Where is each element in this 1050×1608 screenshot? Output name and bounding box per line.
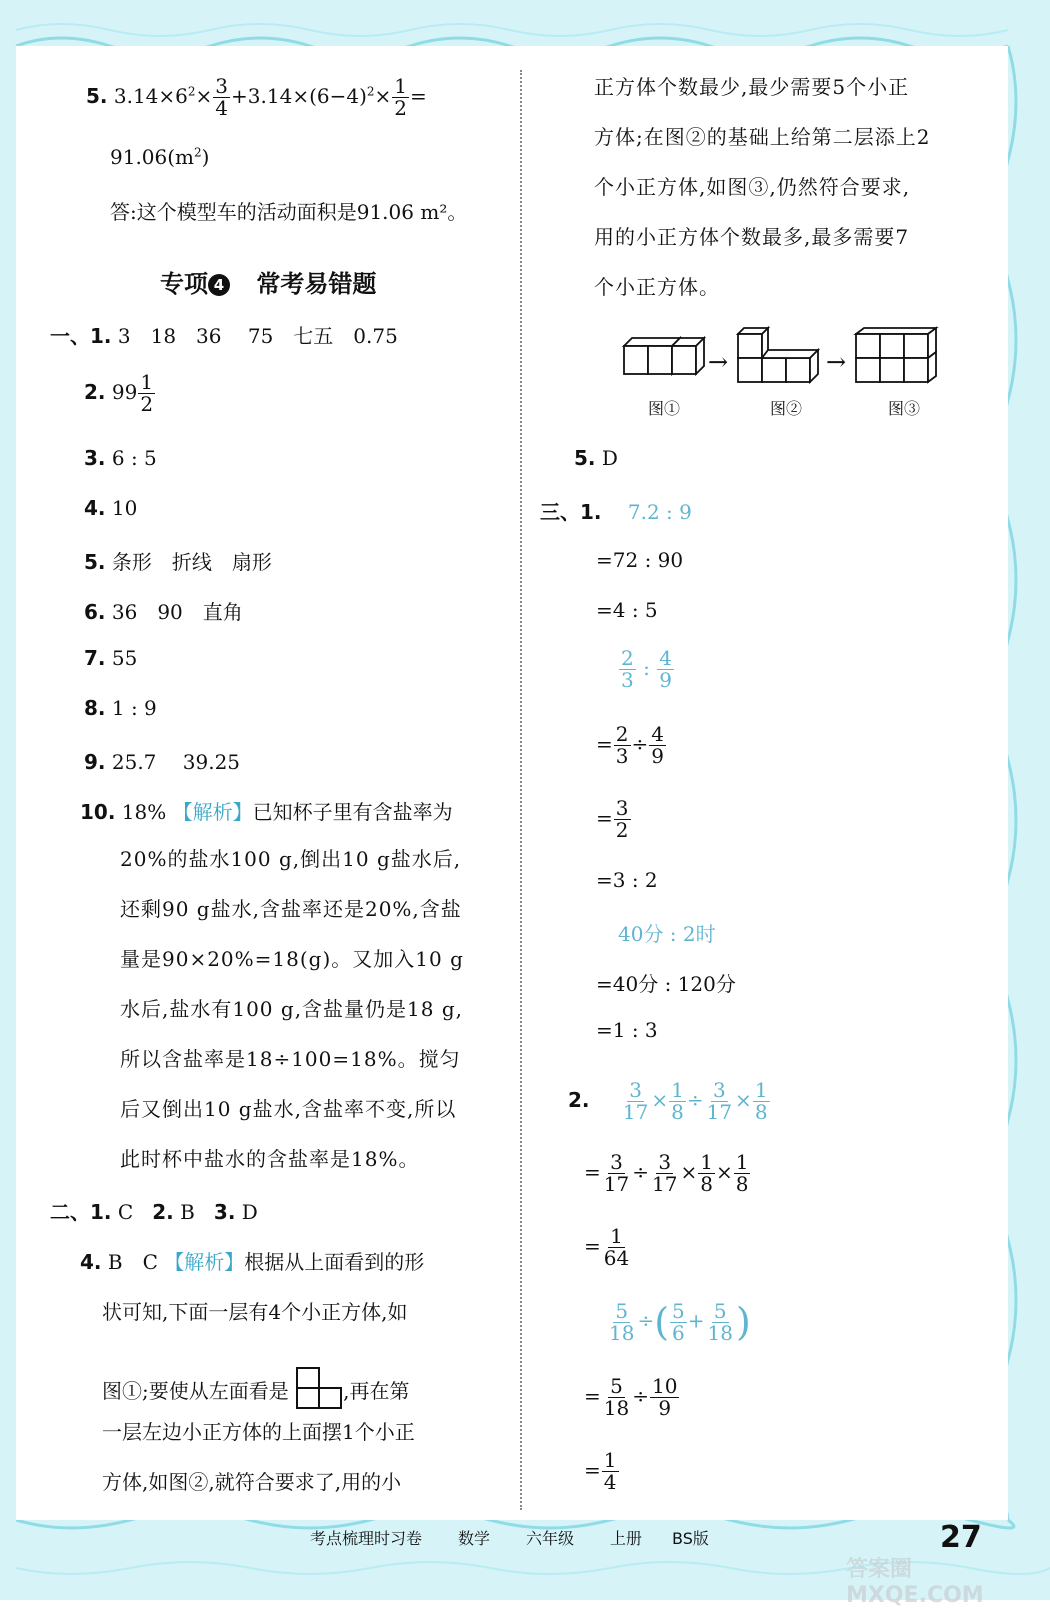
q9-answer: 25.7 39.25 [111,750,241,774]
s1-q1-answer: 3 18 36 75 七五 0.75 [117,324,398,348]
section-heading [160,264,376,299]
f-frac3 [706,1298,735,1345]
right-line1: 正方体个数最少,最少需要5个小正 [594,75,910,99]
page-number: 27 [940,1520,982,1555]
e-frac4 [753,1080,770,1123]
b-frac2 [657,648,674,691]
b-final: =3 : 2 [596,868,658,892]
s2-l3: 3. [213,1200,236,1224]
s1-label: 一、1. [50,324,112,348]
e-frac1 [621,1080,650,1123]
e-frac3 [705,1080,734,1123]
f-frac2 [670,1298,687,1345]
b-d2: 9 [659,668,672,692]
e-step1-f3 [698,1152,715,1195]
s2-answers [50,1196,258,1225]
f-n1: 5 [615,1298,629,1323]
cube-figures [620,326,960,390]
b-step1-n1: 2 [615,722,629,746]
b-res-n: 3 [615,796,629,820]
q2-label: 2. [84,380,106,404]
b-problem [618,648,675,691]
f-step1-d1: 18 [603,1396,630,1420]
e-step1-d4: 8 [735,1172,749,1196]
e-step1-times2: × [715,1160,733,1184]
fig1-caption: 图① [648,399,681,418]
q10-label: 10. [80,800,116,824]
b-res-d: 2 [615,818,629,842]
e-d4: 8 [754,1100,768,1124]
footer-book: 考点梳理时习卷 [310,1529,423,1548]
c-line2: =40分 : 120分 [596,972,736,996]
q10-line1: 已知杯子里有含盐率为 [252,800,453,824]
c-line1: 40分 : 2时 [618,922,716,946]
q2-row [568,1080,771,1123]
f-result-frac [602,1450,619,1493]
f-step1-div: ÷ [632,1384,649,1408]
f-rparen: ) [736,1300,751,1344]
heading-prefix: 专项 [160,270,208,298]
e-step1-n3: 1 [700,1150,713,1174]
e-step1-f1 [602,1152,631,1195]
f-frac1 [607,1298,636,1345]
e-d3: 17 [706,1100,733,1124]
e-d2: 8 [671,1100,684,1124]
q5-answer: 答:这个模型车的活动面积是91.06 m²。 [110,200,468,224]
b-step1-eq: = [596,732,613,756]
right-line3: 个小正方体,如图③,仍然符合要求, [594,175,911,199]
right-q5-label: 5. [574,446,596,470]
c-line3: =1 : 3 [596,1018,658,1042]
column-divider [520,70,522,1510]
q4b-answer: B C [107,1250,158,1274]
b-step2-eq: = [596,806,613,830]
e-step1-d1: 17 [603,1172,630,1196]
b-n1: 2 [621,646,634,670]
e-result-eq: = [584,1234,601,1258]
right-explanation [594,62,930,312]
q8-label: 8. [84,696,106,720]
f-lparen: ( [654,1300,670,1344]
q5-mid: +3.14×(6−4) [231,84,367,108]
footer-volume: 上册 [610,1529,643,1548]
b-step1-d1: 3 [615,744,629,768]
f-step1 [584,1376,680,1419]
e-step1-f2 [650,1152,679,1195]
e-step1-d3: 8 [700,1172,713,1196]
b-step1 [596,724,667,767]
right-line5: 个小正方体。 [594,275,720,299]
q4b-line2: 状可知,下面一层有4个小正方体,如 [102,1300,408,1324]
f-step1-n2: 10 [651,1374,678,1398]
s1-q1 [50,320,398,349]
e-step1-eq: = [584,1160,601,1184]
b-step2 [596,798,632,841]
f-step1-f2 [650,1376,679,1419]
q2-whole: 99 [111,380,138,404]
q3-answer: 6 : 5 [111,446,157,470]
f-d1: 18 [609,1320,635,1345]
f-plus: + [687,1308,705,1333]
e-frac2 [669,1080,686,1123]
e-step1-d2: 17 [651,1172,678,1196]
right-q5 [574,446,618,470]
s1-q8 [84,696,157,720]
q10-analysis-tag: 【解析】 [172,800,253,824]
footer-grade: 六年级 [526,1529,575,1548]
right-q2-label: 2. [568,1088,590,1112]
b-step1-div: ÷ [631,732,649,756]
arrow-2: → [826,348,847,376]
f-d3: 18 [707,1320,733,1345]
q10-explanation [120,834,464,1184]
f-div: ÷ [637,1308,655,1333]
figure1-cubes [624,338,704,374]
right-line2: 方体;在图②的基础上给第二层添上2 [594,125,931,149]
e-res-d: 64 [603,1246,630,1270]
q5-result-value: 91.06(m [110,145,195,169]
e-times2: × [735,1088,752,1112]
right-q5-answer: D [601,446,618,470]
s1-q4 [84,496,137,520]
fig2-caption: 图② [770,399,803,418]
left-q5 [86,76,427,119]
q8-answer: 1 : 9 [111,696,157,720]
e-problem [620,1078,771,1124]
q4b-line3b: ,再在第 [343,1379,410,1403]
q2-frac [138,372,155,415]
s1-q2 [84,372,156,415]
s1-q6 [84,596,243,625]
s2-a1: C [117,1200,134,1224]
q5-frac2-den: 2 [394,96,408,120]
q5-frac1-den: 4 [215,96,229,120]
e-step1-n4: 1 [735,1150,749,1174]
s1-q3 [84,446,157,470]
f-d2: 6 [672,1320,685,1345]
f-n2: 5 [672,1298,685,1323]
f-result-eq: = [584,1458,601,1482]
b-step1-n2: 4 [651,722,664,746]
footer-edition: BS版 [672,1529,709,1548]
figure3-cubes [856,328,936,382]
q5-label: 5. [86,84,108,108]
q4b-line3 [102,1366,409,1410]
q4b-line1: 根据从上面看到的形 [244,1250,425,1274]
s2-a3: D [241,1200,258,1224]
a-line1: 7.2 : 9 [627,500,692,524]
e-n3: 3 [712,1078,726,1102]
b-step1-frac2 [649,724,666,767]
s2-label: 二、1. [50,1200,112,1224]
q2-den: 2 [140,392,154,416]
s2-l2: 2. [152,1200,174,1224]
e-n4: 1 [754,1078,768,1102]
f-step1-d2: 9 [658,1396,672,1420]
q5-exp1: 2 [187,84,196,99]
q10-line3: 还剩90 g盐水,含盐率还是20%,含盐 [120,897,462,921]
heading-title: 常考易错题 [256,270,377,298]
q4b-line3a: 图①;要使从左面看是 [102,1379,289,1403]
f-step1-eq: = [584,1384,601,1408]
q9-label: 9. [84,750,106,774]
q5-frac2-num: 1 [394,74,408,98]
figure2-cubes [738,328,818,382]
s3-label: 三、1. [540,500,602,524]
b-step1-d2: 9 [651,744,664,768]
e-div: ÷ [686,1088,704,1112]
e-step1-div: ÷ [632,1160,649,1184]
q6-answer: 36 90 直角 [111,600,243,624]
q5b-answer: 条形 折线 扇形 [111,550,272,574]
arrow-1: → [708,348,729,376]
q5-times1: × [195,84,213,108]
q5-result [110,145,209,169]
q5-exp2: 2 [366,84,375,99]
q4b-analysis-tag: 【解析】 [164,1250,245,1274]
q4b-label: 4. [80,1250,102,1274]
q10-line7: 后又倒出10 g盐水,含盐率不变,所以 [120,1097,457,1121]
q10-line4: 量是90×20%=18(g)。又加入10 g [120,947,464,971]
q5-eq: = [410,84,427,108]
a-line3: =4 : 5 [596,598,658,622]
s3-label-row [540,496,692,525]
f-step1-n1: 5 [610,1374,623,1398]
q10-answer: 18% [121,800,167,824]
f-step1-f1 [602,1376,631,1419]
s1-q9 [84,746,240,775]
right-line4: 用的小正方体个数最多,最多需要7 [594,225,910,249]
left-view-icon [295,1366,343,1410]
b-step1-frac1 [614,724,631,767]
q10-line5: 水后,盐水有100 g,含盐量仍是18 g, [120,997,464,1021]
q7-answer: 55 [111,646,138,670]
e-step1-n2: 3 [658,1150,672,1174]
e-d1: 17 [622,1100,649,1124]
q5-frac2 [392,76,409,119]
q5-result-exp: 2 [194,145,202,160]
a-line2: =72 : 90 [596,548,684,572]
f-res-n: 1 [603,1448,617,1472]
e-step1-f4 [734,1152,751,1195]
f-n3: 5 [713,1298,727,1323]
q4-label: 4. [84,496,106,520]
q2-num: 1 [140,370,154,394]
footer-subject: 数学 [458,1529,491,1548]
e-result-frac [602,1226,631,1269]
s2-a2: B [180,1200,195,1224]
q4b-line5: 方体,如图②,就符合要求了,用的小 [102,1470,402,1494]
e-n1: 3 [629,1078,642,1102]
f-result [584,1450,620,1493]
q10-line2: 20%的盐水100 g,倒出10 g盐水后, [120,847,462,871]
s1-q7 [84,646,137,670]
fig3-caption: 图③ [888,399,921,418]
q6-label: 6. [84,600,106,624]
e-step1-n1: 3 [610,1150,623,1174]
q5b-label: 5. [84,550,106,574]
q5-frac1 [213,76,230,119]
e-res-n: 1 [610,1224,623,1248]
q7-label: 7. [84,646,106,670]
f-res-d: 4 [603,1470,617,1494]
b-colon: : [643,656,650,680]
b-n2: 4 [659,646,672,670]
watermark: 答案圈 MXQE.COM [846,1557,984,1608]
e-result [584,1226,632,1269]
q5-result-close: ) [201,145,210,169]
q5-times2: × [374,84,392,108]
heading-number: 4 [208,274,230,296]
e-n2: 1 [671,1078,684,1102]
e-times1: × [651,1088,669,1112]
q10-line8: 此时杯中盐水的含盐率是18%。 [120,1147,420,1171]
b-frac1 [619,648,636,691]
q3-label: 3. [84,446,106,470]
q10-line6: 所以含盐率是18÷100=18%。搅匀 [120,1047,461,1071]
b-result-frac [614,798,631,841]
s1-q5 [84,546,272,575]
q5-prefix: 3.14×6 [113,84,188,108]
e-step1-times1: × [680,1160,698,1184]
b-d1: 3 [621,668,634,692]
e-step1 [584,1152,751,1195]
s2-q4 [80,1246,424,1275]
q4-answer: 10 [111,496,138,520]
q4b-line4: 一层左边小正方体的上面摆1个小正 [102,1420,415,1444]
f-problem [606,1300,751,1344]
s1-q10 [80,796,453,825]
q5-frac1-num: 3 [215,74,229,98]
